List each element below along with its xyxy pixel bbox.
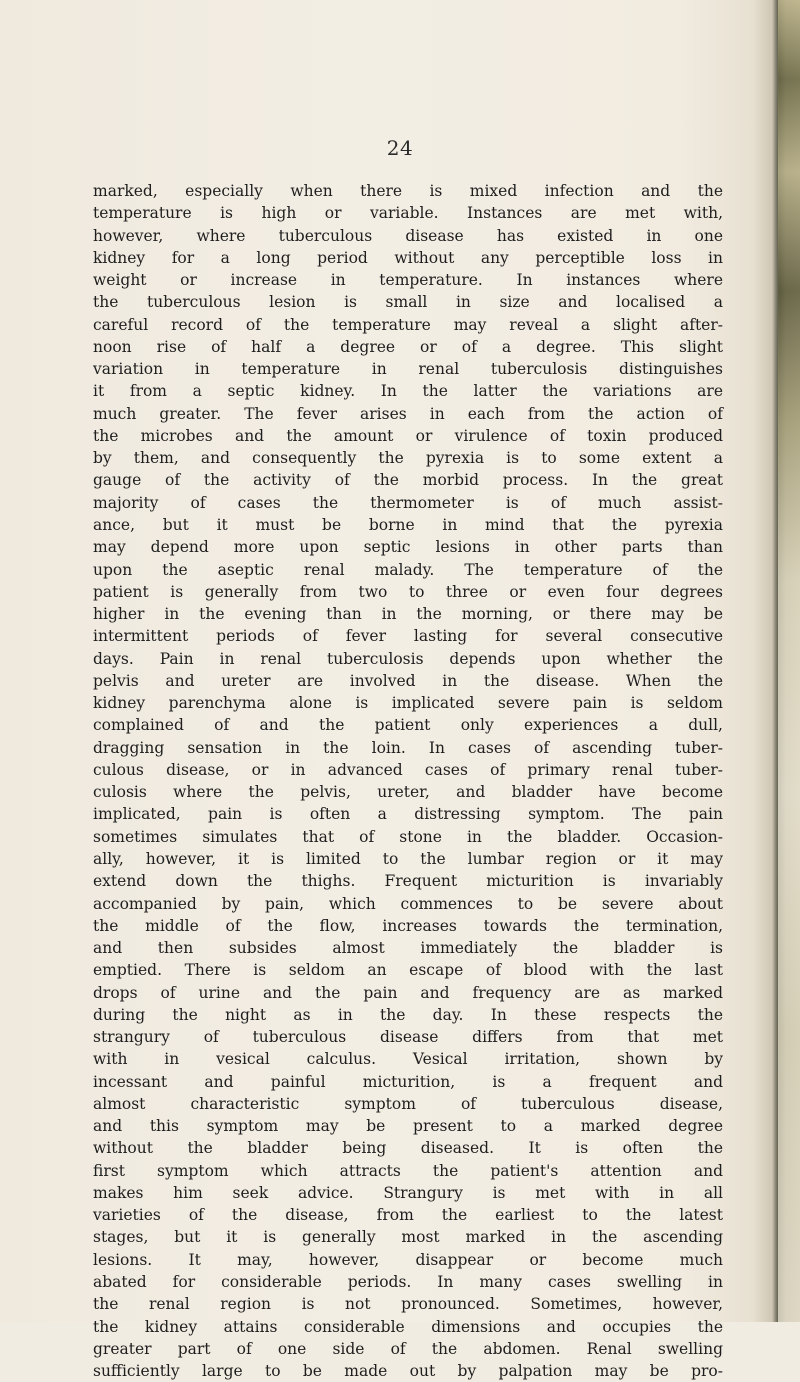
text-line: culous disease, or in advanced cases of primary renal tuber- [93, 760, 723, 779]
text-line: noon rise of half a degree or of a degree. This slight [93, 337, 723, 356]
text-line: however, where tuberculous disease has existed in one [93, 226, 723, 245]
text-line: extend down the thighs. Frequent micturition is invariably [93, 872, 723, 891]
text-line: upon the aseptic renal malady. The temperature of the [93, 560, 723, 579]
text-line: the kidney attains considerable dimensions and occupies the [93, 1317, 723, 1336]
text-line: gauge of the activity of the morbid process. In the great [93, 471, 723, 490]
text-line: sometimes simulates that of stone in the bladder. Occasion- [93, 827, 723, 846]
text-line: sufficiently large to be made out by palpation may be pro- [93, 1362, 723, 1381]
text-line: kidney parenchyma alone is implicated severe pain is seldom [93, 694, 723, 713]
text-line: may depend more upon septic lesions in other parts than [93, 538, 723, 557]
text-line: incessant and painful micturition, is a frequent and [93, 1072, 723, 1091]
text-line: ance, but it must be borne in mind that the pyrexia [93, 515, 723, 534]
text-line: pelvis and ureter are involved in the disease. When the [93, 671, 723, 690]
text-line: lesions. It may, however, disappear or become much [93, 1250, 723, 1269]
text-line: the middle of the flow, increases towards the termination, [93, 916, 723, 935]
text-line: days. Pain in renal tuberculosis depends upon whether the [93, 649, 723, 668]
text-line: the microbes and the amount or virulence of toxin produced [93, 426, 723, 445]
text-line: majority of cases the thermometer is of much assist- [93, 493, 723, 512]
text-line: much greater. The fever arises in each from the action of [93, 404, 723, 423]
text-line: almost characteristic symptom of tuberculous disease, [93, 1094, 723, 1113]
text-line: implicated, pain is often a distressing symptom. The pain [93, 805, 723, 824]
text-line: without the bladder being diseased. It is often the [93, 1139, 723, 1158]
text-line: ally, however, it is limited to the lumbar region or it may [93, 849, 723, 868]
page-number: 24 [386, 136, 414, 160]
text-line: temperature is high or variable. Instances are met with, [93, 204, 723, 223]
text-line: kidney for a long period without any perceptible loss in [93, 248, 723, 267]
text-line: first symptom which attracts the patient's attention and [93, 1161, 723, 1180]
text-line: dragging sensation in the loin. In cases of ascending tuber- [93, 738, 723, 757]
text-line: intermittent periods of fever lasting for several consecutive [93, 627, 723, 646]
text-line: the renal region is not pronounced. Sometimes, however, [93, 1295, 723, 1314]
text-line: it from a septic kidney. In the latter the variations are [93, 382, 723, 401]
text-line: emptied. There is seldom an escape of blood with the last [93, 961, 723, 980]
text-line: and this symptom may be present to a marked degree [93, 1117, 723, 1136]
text-line: during the night as in the day. In these respects the [93, 1005, 723, 1024]
text-line: complained of and the patient only experiences a dull, [93, 716, 723, 735]
text-line: higher in the evening than in the morning, or there may be [93, 605, 723, 624]
body-text [93, 180, 723, 1382]
text-line: the tuberculous lesion is small in size and localised a [93, 293, 723, 312]
text-line: patient is generally from two to three or even four degrees [93, 582, 723, 601]
text-line: and then subsides almost immediately the bladder is [93, 939, 723, 958]
text-line: marked, especially when there is mixed infection and the [93, 182, 723, 200]
text-line: varieties of the disease, from the earliest to the latest [93, 1206, 723, 1225]
text-line: strangury of tuberculous disease differs from that met [93, 1028, 723, 1047]
text-line: stages, but it is generally most marked in the ascending [93, 1228, 723, 1247]
text-line: drops of urine and the pain and frequency are as marked [93, 983, 723, 1002]
text-line: careful record of the temperature may reveal a slight after- [93, 315, 723, 334]
text-line: variation in temperature in renal tuberculosis distinguishes [93, 360, 723, 379]
text-line: abated for considerable periods. In many cases swelling in [93, 1273, 723, 1292]
text-line: weight or increase in temperature. In instances where [93, 271, 723, 290]
text-line: makes him seek advice. Strangury is met with in all [93, 1183, 723, 1202]
text-line: by them, and consequently the pyrexia is to some extent a [93, 449, 723, 468]
text-line: greater part of one side of the abdomen. Renal swelling [93, 1339, 723, 1358]
text-line: with in vesical calculus. Vesical irritation, shown by [93, 1050, 723, 1069]
binding-edge [778, 0, 800, 1322]
text-line: culosis where the pelvis, ureter, and bladder have become [93, 783, 723, 802]
text-line: accompanied by pain, which commences to be severe about [93, 894, 723, 913]
